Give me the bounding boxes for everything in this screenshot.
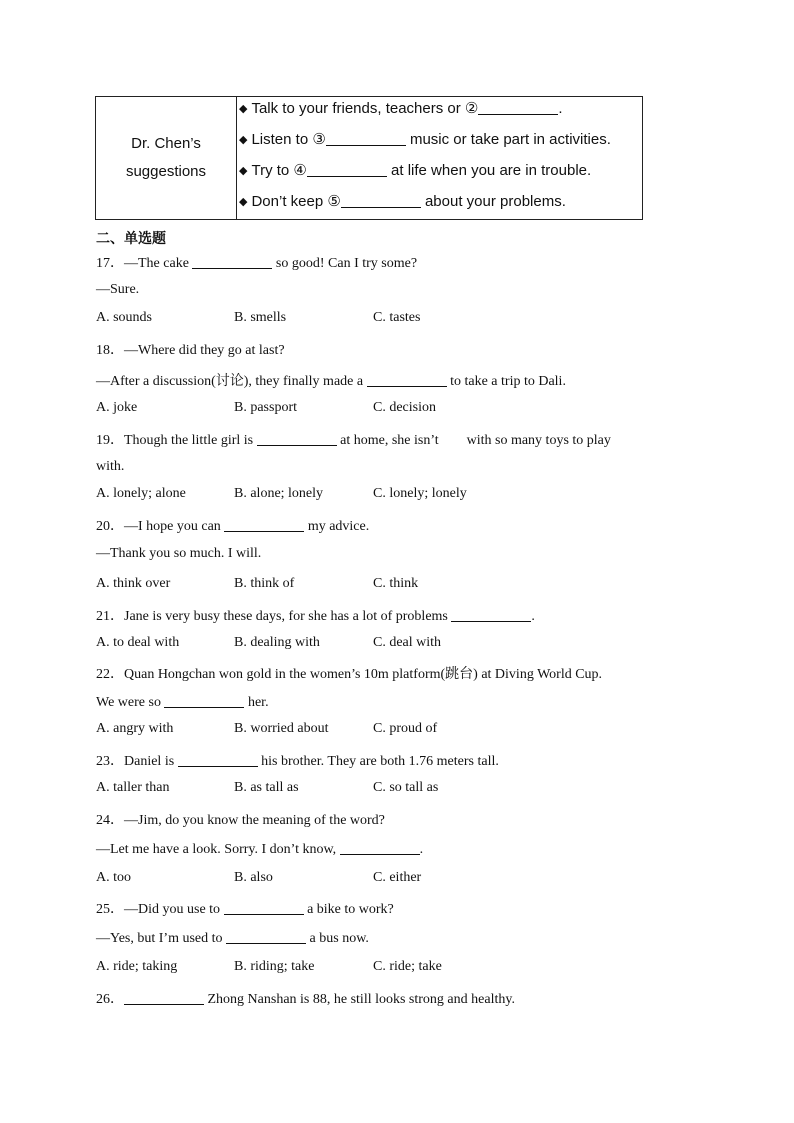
option-a[interactable]: A. to deal with xyxy=(96,635,180,650)
suggestion-text: Listen to ③ xyxy=(251,131,326,148)
suggestion-text: Don’t keep ⑤ xyxy=(251,193,341,210)
q20-reply: —Thank you so much. I will. xyxy=(96,546,262,561)
answer-blank[interactable] xyxy=(226,929,306,944)
option-c[interactable]: C. decision xyxy=(373,400,436,415)
option-c[interactable]: C. lonely; lonely xyxy=(373,486,467,501)
option-c[interactable]: C. either xyxy=(373,870,422,885)
answer-blank[interactable] xyxy=(178,752,258,767)
q24-reply: —Let me have a look. Sorry. I don’t know, . xyxy=(96,842,424,857)
question-19-cont: with. xyxy=(96,459,125,474)
option-b[interactable]: B. passport xyxy=(234,400,297,415)
answer-blank[interactable] xyxy=(192,254,272,269)
answer-blank[interactable] xyxy=(326,131,406,146)
question-18: 18．—Where did they go at last? xyxy=(96,343,285,358)
q17-reply: —Sure. xyxy=(96,282,140,297)
diamond-bullet-icon: ◆ xyxy=(239,103,248,115)
suggestion-text: Talk to your friends, teachers or ② xyxy=(251,100,479,117)
suggestion-text: about your problems. xyxy=(420,193,566,210)
suggestion-text: . xyxy=(558,100,563,117)
option-a[interactable]: A. joke xyxy=(96,400,138,415)
option-b[interactable]: B. as tall as xyxy=(234,780,299,795)
option-c[interactable]: C. deal with xyxy=(373,635,442,650)
answer-blank[interactable] xyxy=(124,990,204,1005)
answer-blank[interactable] xyxy=(224,517,304,532)
option-a[interactable]: A. sounds xyxy=(96,310,153,325)
answer-blank[interactable] xyxy=(367,372,447,387)
option-b[interactable]: B. dealing with xyxy=(234,635,320,650)
table-left-cell xyxy=(96,97,237,219)
answer-blank[interactable] xyxy=(340,840,420,855)
suggestion-text: music or take part in activities. xyxy=(405,131,611,148)
option-c[interactable]: C. proud of xyxy=(373,721,438,736)
suggestion-row xyxy=(239,159,642,190)
table-right-cell xyxy=(237,97,642,219)
question-26: 26． Zhong Nanshan is 88, he still looks strong and healthy. xyxy=(96,992,515,1007)
option-a[interactable]: A. lonely; alone xyxy=(96,486,186,501)
answer-blank[interactable] xyxy=(341,193,421,208)
answer-blank[interactable] xyxy=(164,693,244,708)
question-22-cont: We were so her. xyxy=(96,695,269,710)
question-21: 21．Jane is very busy these days, for she has a lot of problems . xyxy=(96,609,535,624)
q18-reply: —After a discussion(讨论), they finally made a to take a trip to Dali. xyxy=(96,374,566,389)
diamond-bullet-icon: ◆ xyxy=(239,196,248,208)
suggestions-table xyxy=(95,96,643,220)
question-22: 22．Quan Hongchan won gold in the women’s 10m platform(跳台) at Diving World Cup. xyxy=(96,667,603,682)
left-cell-line1: Dr. Chen’s xyxy=(131,135,201,152)
question-23: 23．Daniel is his brother. They are both 1.76 meters tall. xyxy=(96,754,499,769)
suggestion-text: Try to ④ xyxy=(251,162,307,179)
option-a[interactable]: A. taller than xyxy=(96,780,170,795)
option-a[interactable]: A. too xyxy=(96,870,131,885)
option-b[interactable]: B. worried about xyxy=(234,721,329,736)
answer-blank[interactable] xyxy=(224,900,304,915)
option-b[interactable]: B. also xyxy=(234,870,273,885)
left-cell-line2: suggestions xyxy=(125,163,207,180)
q25-reply: —Yes, but I’m used to a bus now. xyxy=(96,931,369,946)
question-17: 17．—The cake so good! Can I try some? xyxy=(96,256,418,271)
option-c[interactable]: C. ride; take xyxy=(373,959,442,974)
option-a[interactable]: A. angry with xyxy=(96,721,174,736)
section-title: 二、单选题 xyxy=(96,231,166,247)
answer-blank[interactable] xyxy=(478,100,558,115)
suggestion-row xyxy=(239,97,642,128)
diamond-bullet-icon: ◆ xyxy=(239,134,248,146)
question-24: 24．—Jim, do you know the meaning of the word? xyxy=(96,813,385,828)
option-c[interactable]: C. so tall as xyxy=(373,780,439,795)
answer-blank[interactable] xyxy=(307,162,387,177)
option-a[interactable]: A. ride; taking xyxy=(96,959,178,974)
suggestion-row xyxy=(239,190,642,221)
suggestion-row xyxy=(239,128,642,159)
diamond-bullet-icon: ◆ xyxy=(239,165,248,177)
question-25: 25．—Did you use to a bike to work? xyxy=(96,902,394,917)
answer-blank[interactable] xyxy=(257,431,337,446)
question-20: 20．—I hope you can my advice. xyxy=(96,519,370,534)
answer-blank[interactable] xyxy=(451,607,531,622)
option-b[interactable]: B. riding; take xyxy=(234,959,315,974)
option-c[interactable]: C. tastes xyxy=(373,310,421,325)
option-c[interactable]: C. think xyxy=(373,576,419,591)
option-b[interactable]: B. smells xyxy=(234,310,287,325)
option-b[interactable]: B. alone; lonely xyxy=(234,486,324,501)
question-19: 19．Though the little girl is at home, she isn’t with so many toys to play xyxy=(96,433,611,448)
suggestion-text: at life when you are in trouble. xyxy=(386,162,592,179)
option-a[interactable]: A. think over xyxy=(96,576,171,591)
option-b[interactable]: B. think of xyxy=(234,576,295,591)
